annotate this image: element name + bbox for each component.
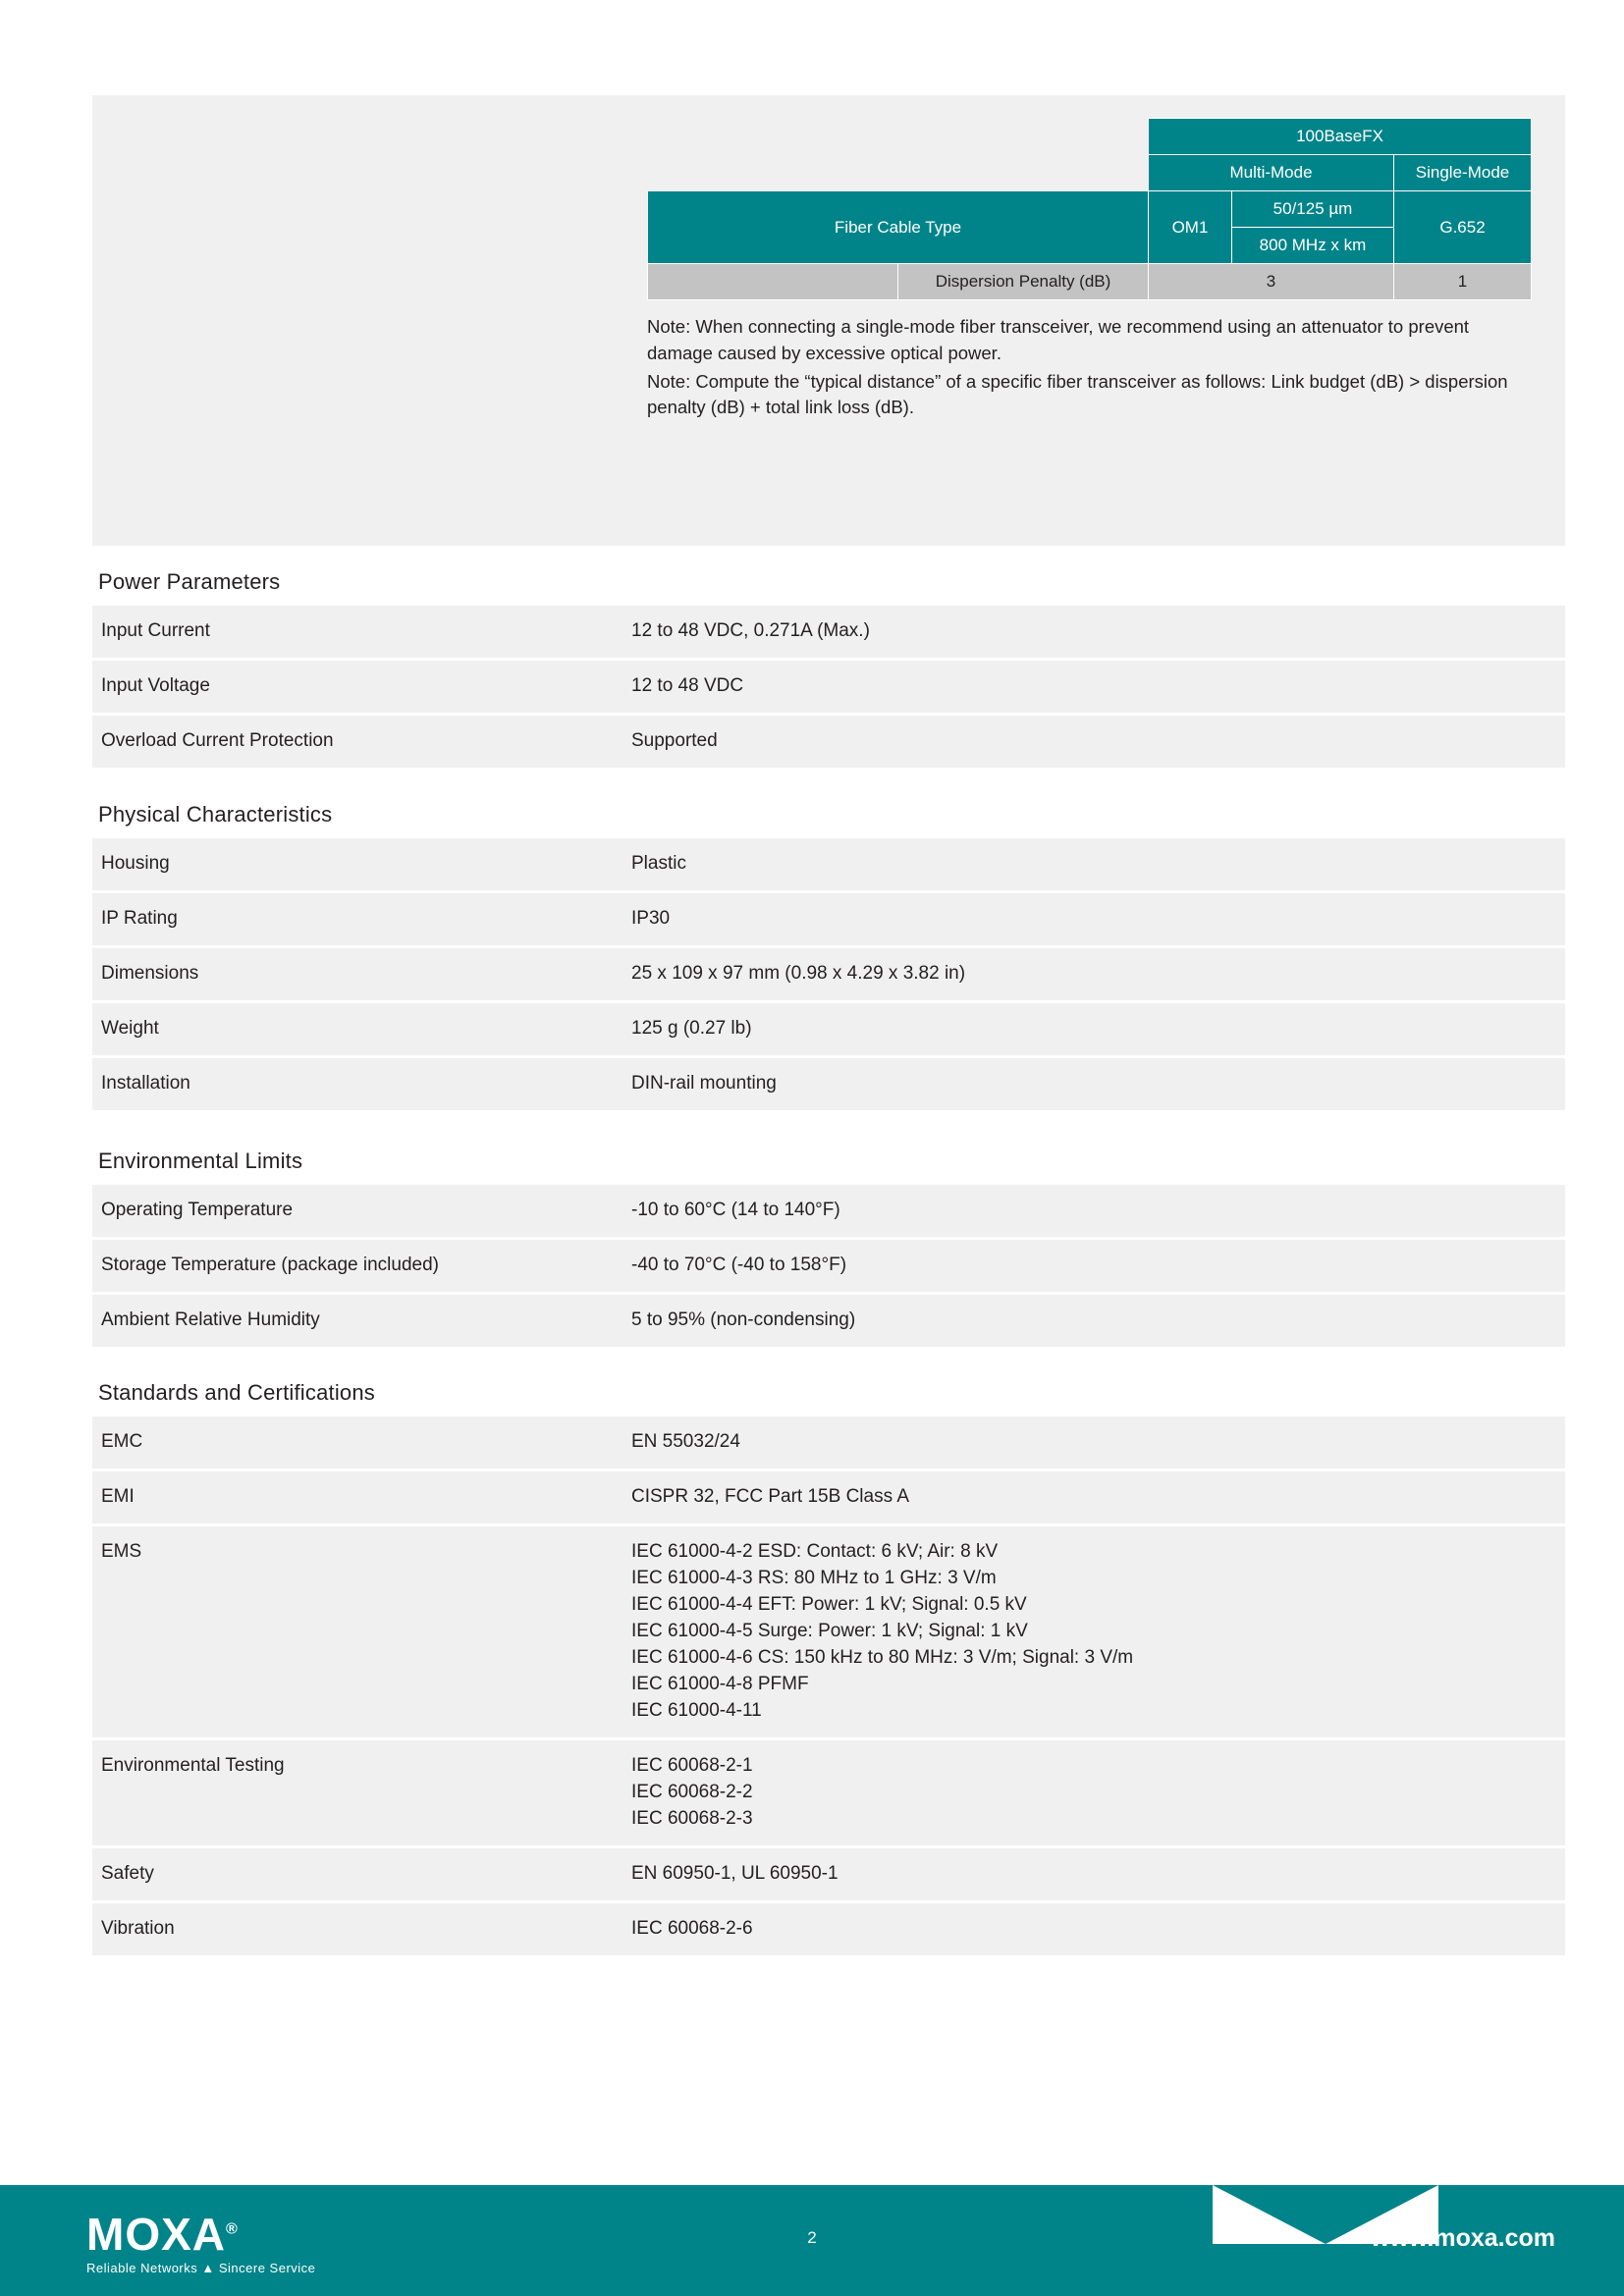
spec-value: EN 55032/24 <box>620 1416 1565 1469</box>
empty-cell <box>648 119 1149 155</box>
section-title-power-parameters: Power Parameters <box>98 569 281 594</box>
fiber-note-1: Note: When connecting a single-mode fiber transceiver, we recommend using an attenuator to prevent damage caused by excessive optical power. <box>647 316 1470 363</box>
spec-key: EMS <box>92 1524 620 1738</box>
empty-cell-gray <box>648 264 898 300</box>
table-row <box>648 264 1532 300</box>
table-row <box>92 1738 1565 1846</box>
spec-value-multiline <box>620 1738 1565 1846</box>
spec-value: DIN-rail mounting <box>620 1056 1565 1111</box>
fiber-table-wrapper <box>647 118 1531 421</box>
table-row <box>92 891 1565 946</box>
table-row <box>92 714 1565 769</box>
spec-value: IEC 60068-2-6 <box>620 1901 1565 1956</box>
spec-key: Environmental Testing <box>92 1738 620 1846</box>
spec-value: -10 to 60°C (14 to 140°F) <box>620 1185 1565 1238</box>
spec-table-standards-certifications <box>92 1416 1565 1958</box>
cell-om1: OM1 <box>1149 191 1232 264</box>
cell-bandwidth: 800 MHz x km <box>1232 228 1394 264</box>
spec-table-environmental-limits <box>92 1185 1565 1350</box>
spec-key: Dimensions <box>92 946 620 1001</box>
table-row <box>648 191 1532 228</box>
spec-key: Housing <box>92 838 620 891</box>
spec-table-physical-characteristics <box>92 838 1565 1113</box>
table-row <box>92 1846 1565 1901</box>
spec-value: 12 to 48 VDC <box>620 659 1565 714</box>
spec-value: EN 60950-1, UL 60950-1 <box>620 1846 1565 1901</box>
spec-key: Overload Current Protection <box>92 714 620 769</box>
spec-value: Plastic <box>620 838 1565 891</box>
table-row <box>92 1238 1565 1293</box>
spec-value: Supported <box>620 714 1565 769</box>
logo-registered-icon: ® <box>226 2220 239 2238</box>
logo-text: MOXA <box>86 2209 226 2260</box>
spec-key: Weight <box>92 1001 620 1056</box>
spec-value-line: IEC 61000-4-2 ESD: Contact: 6 kV; Air: 8 kV <box>631 1540 999 1562</box>
spec-key: Safety <box>92 1846 620 1901</box>
cell-core-size: 50/125 µm <box>1232 191 1394 228</box>
table-row <box>92 1469 1565 1524</box>
spec-key: EMI <box>92 1469 620 1524</box>
spec-key: EMC <box>92 1416 620 1469</box>
header-multi-mode: Multi-Mode <box>1149 155 1394 191</box>
spec-value-line: IEC 60068-2-3 <box>631 1807 753 1829</box>
table-row <box>92 1293 1565 1348</box>
spec-key: Input Voltage <box>92 659 620 714</box>
spec-value: 12 to 48 VDC, 0.271A (Max.) <box>620 606 1565 659</box>
table-row <box>648 119 1532 155</box>
section-title-environmental-limits: Environmental Limits <box>98 1148 303 1173</box>
table-row <box>92 659 1565 714</box>
table-row <box>92 1001 1565 1056</box>
row-label-dispersion-penalty: Dispersion Penalty (dB) <box>898 264 1149 300</box>
table-row <box>92 946 1565 1001</box>
spec-value-line: IEC 60068-2-1 <box>631 1754 753 1776</box>
table-row <box>92 606 1565 659</box>
fiber-table <box>647 118 1532 300</box>
spec-value: 25 x 109 x 97 mm (0.98 x 4.29 x 3.82 in) <box>620 946 1565 1001</box>
table-row <box>92 1901 1565 1956</box>
table-row <box>92 1524 1565 1738</box>
empty-cell <box>648 155 1149 191</box>
page-footer <box>0 2185 1624 2296</box>
spec-value-line: IEC 61000-4-6 CS: 150 kHz to 80 MHz: 3 V/m; Signal: 3 V/m <box>631 1646 1134 1668</box>
cell-g652: G.652 <box>1394 191 1532 264</box>
table-row <box>92 838 1565 891</box>
header-single-mode: Single-Mode <box>1394 155 1532 191</box>
fiber-spec-block <box>92 95 1565 546</box>
spec-value-line: IEC 61000-4-3 RS: 80 MHz to 1 GHz: 3 V/m <box>631 1567 997 1588</box>
spec-value-line: IEC 61000-4-8 PFMF <box>631 1673 809 1694</box>
fiber-note-2: Note: Compute the “typical distance” of a specific fiber transceiver as follows: Link budget (dB) > dispersion penalty (dB) + total link loss (dB). <box>647 370 1508 418</box>
section-title-standards-certifications: Standards and Certifications <box>98 1380 375 1405</box>
spec-key: Installation <box>92 1056 620 1111</box>
spec-value: CISPR 32, FCC Part 15B Class A <box>620 1469 1565 1524</box>
logo-tagline: Reliable Networks ▲ Sincere Service <box>86 2261 316 2275</box>
cell-dispersion-multi-mode: 3 <box>1149 264 1394 300</box>
spec-value-multiline <box>620 1524 1565 1738</box>
spec-value: 5 to 95% (non-condensing) <box>620 1293 1565 1348</box>
spec-key: Ambient Relative Humidity <box>92 1293 620 1348</box>
spec-value-line: IEC 61000-4-4 EFT: Power: 1 kV; Signal: 0.5 kV <box>631 1593 1027 1615</box>
spec-value-line: IEC 60068-2-2 <box>631 1781 753 1802</box>
spec-table-power-parameters <box>92 606 1565 771</box>
spec-value: IP30 <box>620 891 1565 946</box>
spec-key: Operating Temperature <box>92 1185 620 1238</box>
spec-key: Input Current <box>92 606 620 659</box>
spec-value: 125 g (0.27 lb) <box>620 1001 1565 1056</box>
website-url[interactable]: www.moxa.com <box>1370 2224 1555 2252</box>
header-100basefx: 100BaseFX <box>1149 119 1532 155</box>
spec-value-line: IEC 61000-4-5 Surge: Power: 1 kV; Signal: 1 kV <box>631 1620 1028 1641</box>
spec-key: Vibration <box>92 1901 620 1956</box>
spec-key: Storage Temperature (package included) <box>92 1238 620 1293</box>
page-number: 2 <box>807 2228 817 2247</box>
table-row <box>648 155 1532 191</box>
spec-key: IP Rating <box>92 891 620 946</box>
spec-value-line: IEC 61000-4-11 <box>631 1699 762 1721</box>
section-title-physical-characteristics: Physical Characteristics <box>98 802 333 827</box>
table-row <box>92 1416 1565 1469</box>
row-label-fiber-cable-type: Fiber Cable Type <box>648 191 1149 264</box>
table-row <box>92 1185 1565 1238</box>
table-row <box>92 1056 1565 1111</box>
spec-value: -40 to 70°C (-40 to 158°F) <box>620 1238 1565 1293</box>
cell-dispersion-single-mode: 1 <box>1394 264 1532 300</box>
